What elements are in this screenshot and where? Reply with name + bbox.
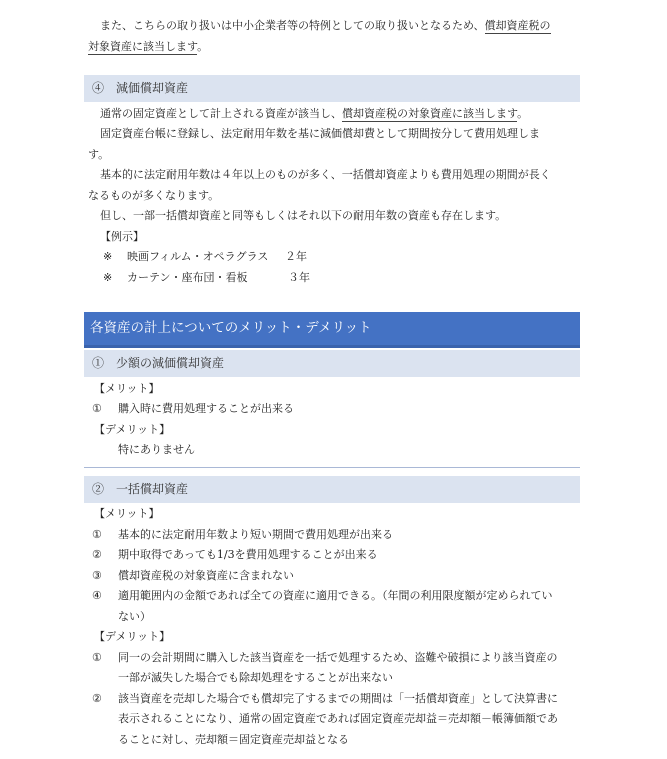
separator-line [84, 467, 580, 468]
subheading-lump-sum-depreciable-assets: ② 一括償却資産 [84, 476, 580, 503]
intro-period: 。 [197, 40, 209, 53]
item-text: 購入時に費用処理することが出来る [118, 402, 294, 415]
example-label: 【例示】 [100, 230, 144, 243]
sec4-p1-underlined: 償却資産税の対象資産に該当します [342, 107, 518, 120]
example-item [103, 250, 307, 264]
sub2-merit-item [92, 589, 553, 603]
intro-underlined-text-2: 対象資産に該当します [88, 40, 198, 53]
item-text: 基本的に法定耐用年数より短い期間で費用処理が出来る [118, 528, 393, 541]
example-years: ２年 [285, 250, 307, 263]
sub1-demerit-label: 【デメリット】 [94, 423, 171, 436]
subheading-small-depreciable-assets: ① 少額の減価償却資産 [84, 350, 580, 377]
item-text: 期中取得であっても1/3を費用処理することが出来る [118, 548, 378, 561]
example-name: 映画フィルム・オペラグラス [127, 250, 269, 263]
sub2-demerit-item [92, 651, 558, 665]
sec4-paragraph-2a: 固定資産台帳に登録し、法定耐用年数を基に減価償却費として期間按分して費用処理しま [100, 127, 540, 140]
example-mark: ※ [103, 250, 113, 263]
item-number: ① [92, 402, 102, 415]
example-mark: ※ [103, 271, 113, 284]
sub1-merit-item [92, 402, 294, 416]
example-item [103, 271, 310, 285]
item-text: 同一の会計期間に購入した該当資産を一括で処理するため、盗難や破損により該当資産の [118, 651, 558, 664]
sub2-demerit-item [92, 692, 558, 706]
sec4-paragraph-3b: なるものが多くなります。 [88, 189, 220, 202]
sub2-demerit-item-continued: ることに対し、売却額＝固定資産売却益となる [118, 733, 349, 746]
item-text: 適用範囲内の金額であれば全ての資産に適用できる。（年間の利用限度額が定められてい [118, 589, 553, 602]
intro-line-1 [100, 19, 551, 33]
sub1-demerit-text: 特にありません [118, 443, 195, 456]
sub2-merit-item-continued: ない） [118, 610, 151, 623]
item-text: 該当資産を売却した場合でも償却完了するまでの期間は「一括償却資産」として決算書に [118, 692, 558, 705]
sub2-merit-item [92, 569, 294, 583]
item-number: ② [92, 548, 102, 561]
example-years: ３年 [288, 271, 310, 284]
item-number: ① [92, 528, 102, 541]
sub2-merit-label: 【メリット】 [94, 507, 160, 520]
sub2-demerit-item-continued: 表示されることになり、通常の固定資産であれば固定資産売却益＝売却額－帳簿価額であ [118, 712, 558, 725]
item-number: ④ [92, 589, 102, 602]
intro-line-2 [88, 40, 208, 54]
item-number: ② [92, 692, 102, 705]
section-heading-depreciable-assets: ④ 減価償却資産 [84, 75, 580, 102]
sub2-demerit-label: 【デメリット】 [94, 630, 171, 643]
sec4-paragraph-1 [100, 107, 528, 121]
sub2-demerit-item-continued: 一部が滅失した場合でも除却処理をすることが出来ない [118, 671, 393, 684]
item-number: ③ [92, 569, 102, 582]
sub2-merit-item [92, 528, 393, 542]
sec4-paragraph-3a: 基本的に法定耐用年数は４年以上のものが多く、一括償却資産よりも費用処理の期間が長く [100, 168, 551, 181]
item-text: 償却資産税の対象資産に含まれない [118, 569, 294, 582]
sub2-merit-item [92, 548, 378, 562]
intro-text: また、こちらの取り扱いは中小企業者等の特例としての取り扱いとなるため、 [100, 19, 485, 32]
item-number: ① [92, 651, 102, 664]
sec4-p1-text: 通常の固定資産として計上される資産が該当し、 [100, 107, 342, 120]
intro-underlined-text: 償却資産税の [484, 19, 551, 32]
sec4-paragraph-2b: す。 [88, 148, 110, 161]
sec4-paragraph-4: 但し、一部一括償却資産と同等もしくはそれ以下の耐用年数の資産も存在します。 [100, 209, 507, 222]
sub1-merit-label: 【メリット】 [94, 382, 160, 395]
main-heading: 各資産の計上についてのメリット・デメリット [84, 312, 580, 348]
example-name: カーテン・座布団・看板 [127, 271, 248, 284]
sec4-p1-period: 。 [517, 107, 529, 120]
